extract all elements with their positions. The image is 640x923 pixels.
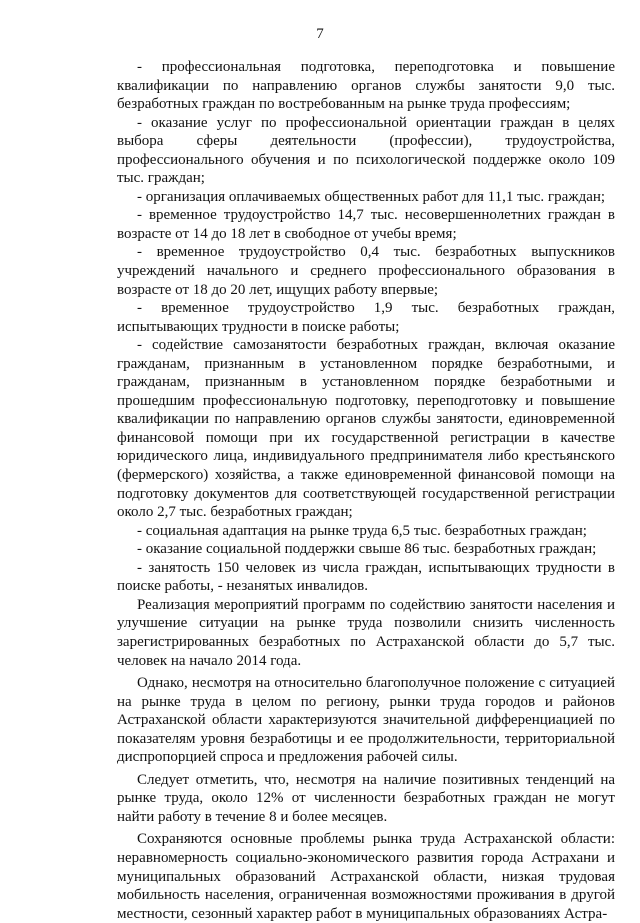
document-body — [117, 58, 615, 923]
paragraph: - временное трудоустройство 1,9 тыс. безработных граждан, испытывающих трудности в поиске работы; — [117, 300, 615, 335]
paragraph: - содействие самозанятости безработных граждан, включая оказание гражданам, признанным в установленном порядке безработными, и гражданам, признанным в установленном порядке безработными и прошедшим профессиональную подготовку, переподготовку и повышение квалификации по направлению органов службы занятости, единовременной финансовой помощи при их государственной регистрации в качестве юридического лица, индивидуального предпринимателя либо крестьянского (фермерского) хозяйства, а также единовременной финансовой помощи на подготовку документов для соответствующей государственной регистрации около 2,7 тыс. безработных граждан; — [117, 337, 615, 521]
paragraph: - оказание услуг по профессиональной ориентации граждан в целях выбора сферы деятельности (профессии), трудоустройства, профессионального обучения и по психологической поддержке около 109 тыс. граждан; — [117, 114, 615, 187]
paragraph: Сохраняются основные проблемы рынка труда Астраханской области: неравномерность социально-экономического развития города Астрахани и муниципальных образований Астраханской области, низкая трудовая мобильность населения, ограниченная возможностями проживания в другой местности, сезонный характер работ в муниципальных образованиях Астра- — [117, 831, 615, 922]
paragraph: - организация оплачиваемых общественных работ для 11,1 тыс. граждан; — [137, 188, 606, 205]
page-number: 7 — [316, 26, 324, 42]
paragraph: Однако, несмотря на относительно благополучное положение с ситуацией на рынке труда в целом по региону, рынки труда городов и районов Астраханской области характеризуются значительной дифференциацией по показателям уровня безработицы и ее продолжительности, территориальной диспропорцией спроса и предложения рабочей силы. — [117, 675, 615, 766]
paragraph: Реализация мероприятий программ по содействию занятости населения и улучшение ситуации на рынке труда позволили снизить численность зарегистрированных безработных по Астраханской области до 5,7 тыс. человек на начало 2014 года. — [117, 596, 615, 669]
paragraph: - занятость 150 человек из числа граждан, испытывающих трудности в поиске работы, - незанятых инвалидов. — [117, 559, 615, 595]
paragraph: - временное трудоустройство 14,7 тыс. несовершеннолетних граждан в возрасте от 14 до 18 лет в свободное от учебы время; — [117, 207, 615, 242]
paragraph: - оказание социальной поддержки свыше 86 тыс. безработных граждан; — [137, 541, 597, 558]
paragraph: Следует отметить, что, несмотря на наличие позитивных тенденций на рынке труда, около 12% от численности безработных граждан не могут найти работу в течение 8 и более месяцев. — [117, 771, 615, 825]
paragraph: - профессиональная подготовка, переподготовка и повышение квалификации по направлению органов службы занятости 9,0 тыс. безработных граждан по востребованным на рынке труда профессиям; — [117, 59, 615, 113]
paragraph: - временное трудоустройство 0,4 тыс. безработных выпускников учреждений начального и среднего профессионального образования в возрасте от 18 до 20 лет, ищущих работу впервые; — [117, 244, 615, 298]
paragraph: - социальная адаптация на рынке труда 6,5 тыс. безработных граждан; — [137, 522, 587, 539]
